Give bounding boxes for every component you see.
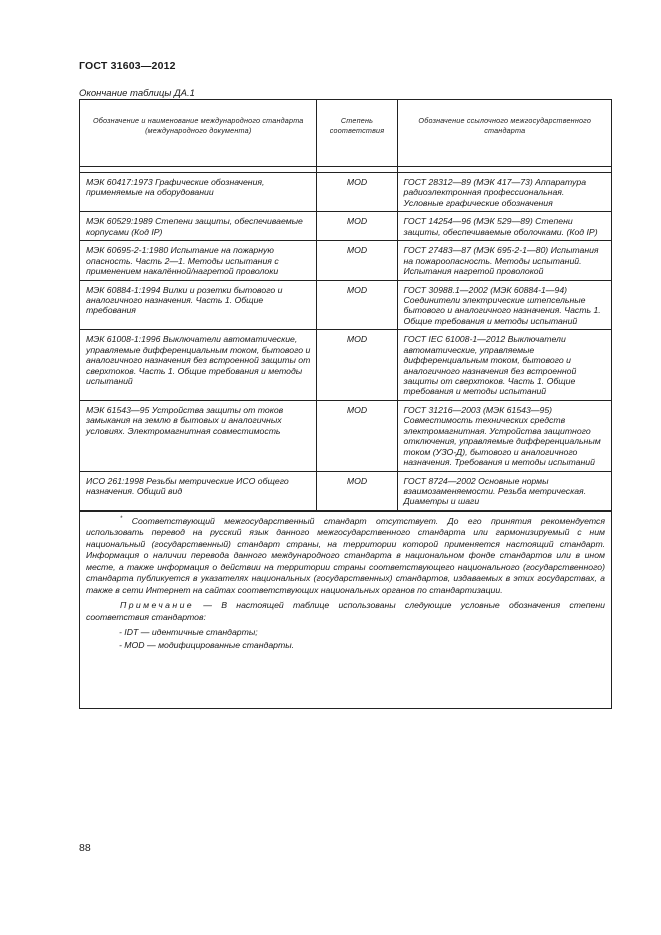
table-row xyxy=(80,173,611,212)
international-standard-cell: МЭК 60695-2-1:1980 Испытание на пожарную опасность. Часть 2—1. Методы испытания с применением накалённой/нагретой проволоки xyxy=(80,241,316,280)
standards-table-grid xyxy=(80,100,611,511)
footnote-star: * xyxy=(120,515,123,522)
standards-table xyxy=(79,99,612,709)
page-number: 88 xyxy=(79,842,91,854)
interstate-standard-cell: ГОСТ 31216—2003 (МЭК 61543—95) Совместимость технических средств электромагнитная. Устройства защитного отключения, управляемые дифференциальным током (УЗО-Д), бытового и аналогичного назначения. Требования и методы испытаний xyxy=(397,400,611,471)
column-header-degree: Степень соответствия xyxy=(316,100,397,167)
footnote-text: Соответствующий межгосударственный стандарт отсутствует. До его принятия рекомендуется использовать перевод на русский язык данного межгосударственного стандарта или гармонизируемый с ним национальный (государственный) стандарт страны, на территории которой применяется настоящий стандарт. Информация о наличии перевода данного международного стандарта в национальном фонде стандартов или в ином месте, а также информация о действии на территории страны соответствующего национального (государственного) стандарта публикуется в указателях национальных (государственных) стандартов, издаваемых в этих государствах, а также в сети Интернет на сайтах соответствующих национальных органов по стандартизации. xyxy=(86,515,605,595)
table-row xyxy=(80,330,611,401)
note-text: — В настоящей таблице использованы следующие условные обозначения степени соответствия стандартов: xyxy=(86,600,605,622)
international-standard-cell: МЭК 60884-1:1994 Вилки и розетки бытового и аналогичного назначения. Часть 1. Общие требования xyxy=(80,280,316,330)
interstate-standard-cell: ГОСТ 14254—96 (МЭК 529—89) Степени защиты, обеспечиваемые оболочками. (Код IP) xyxy=(397,212,611,241)
table-caption: Окончание таблицы ДА.1 xyxy=(79,88,195,99)
international-standard-cell: МЭК 60417:1973 Графические обозначения, применяемые на оборудовании xyxy=(80,173,316,212)
column-header-international: Обозначение и наименование международного стандарта (международного документа) xyxy=(80,100,316,167)
table-row xyxy=(80,400,611,471)
interstate-standard-cell: ГОСТ 8724—2002 Основные нормы взаимозаменяемости. Резьба метрическая. Диаметры и шаги xyxy=(397,471,611,510)
interstate-standard-cell: ГОСТ 30988.1—2002 (МЭК 60884-1—94) Соединители электрические штепсельные бытового и аналогичного назначения. Часть 1. Общие требования и методы испытаний xyxy=(397,280,611,330)
table-row xyxy=(80,280,611,330)
interstate-standard-cell: ГОСТ IEC 61008-1—2012 Выключатели автоматические, управляемые дифференциальным током, бытового и аналогичного назначения без встроенной защиты от сверхтоков. Часть 1. Общие требования и методы испытаний xyxy=(397,330,611,401)
interstate-standard-cell: ГОСТ 28312—89 (МЭК 417—73) Аппаратура радиоэлектронная профессиональная. Условные графические обозначения xyxy=(397,173,611,212)
degree-cell: MOD xyxy=(316,212,397,241)
degree-cell: MOD xyxy=(316,241,397,280)
interstate-standard-cell: ГОСТ 27483—87 (МЭК 695-2-1—80) Испытания на пожароопасность. Методы испытаний. Испытания нагретой проволокой xyxy=(397,241,611,280)
document-title: ГОСТ 31603—2012 xyxy=(79,60,176,72)
table-row xyxy=(80,241,611,280)
note-paragraph xyxy=(86,600,605,623)
list-item: - MOD — модифицированные стандарты. xyxy=(119,639,295,650)
international-standard-cell: МЭК 60529:1989 Степени защиты, обеспечиваемые корпусами (Код IP) xyxy=(80,212,316,241)
degree-cell: MOD xyxy=(316,400,397,471)
table-row xyxy=(80,471,611,510)
footnote-paragraph xyxy=(86,516,605,596)
note-label: Примечание xyxy=(120,600,195,611)
international-standard-cell: ИСО 261:1998 Резьбы метрические ИСО общего назначения. Общий вид xyxy=(80,471,316,510)
degree-cell: MOD xyxy=(316,280,397,330)
degree-cell: MOD xyxy=(316,330,397,401)
table-header-row xyxy=(80,100,611,167)
list-item: - IDT — идентичные стандарты; xyxy=(119,627,258,638)
abbreviation-list xyxy=(86,627,605,651)
table-footnote xyxy=(80,511,611,651)
international-standard-cell: МЭК 61543—95 Устройства защиты от токов замыкания на землю в бытовых и аналогичных условиях. Электромагнитная совместимость xyxy=(80,400,316,471)
column-header-interstate: Обозначение ссылочного межгосударственного стандарта xyxy=(397,100,611,167)
degree-cell: MOD xyxy=(316,173,397,212)
degree-cell: MOD xyxy=(316,471,397,510)
international-standard-cell: МЭК 61008-1:1996 Выключатели автоматические, управляемые дифференциальным током, бытового и аналогичного назначения без встроенной защиты от сверхтоков. Часть 1. Общие требования и методы испытаний xyxy=(80,330,316,401)
table-row xyxy=(80,212,611,241)
